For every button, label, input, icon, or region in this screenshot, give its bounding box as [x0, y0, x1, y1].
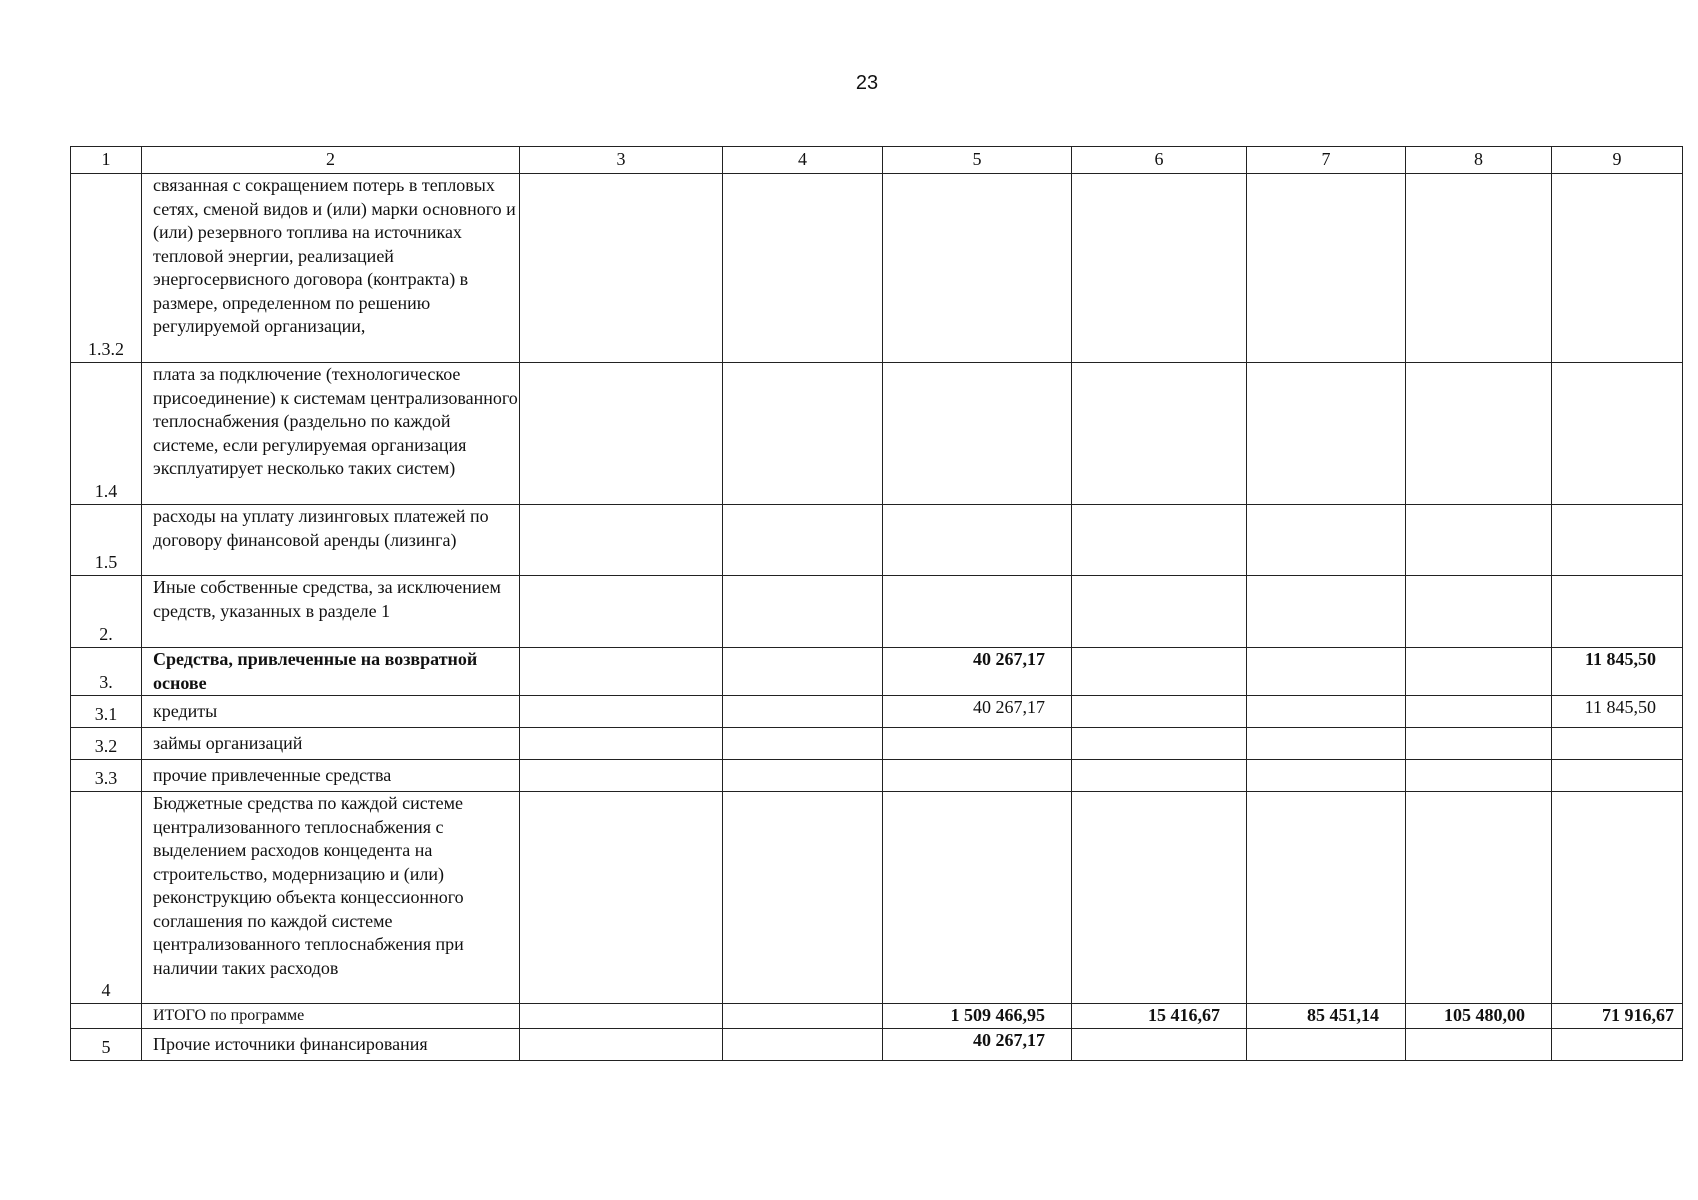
row-number [71, 1004, 142, 1029]
cell-col6 [1072, 648, 1247, 696]
table-row [71, 174, 1683, 363]
cell-col9: 71 916,67 [1552, 1004, 1683, 1029]
header-row [71, 147, 1683, 174]
row-description: займы организаций [142, 728, 520, 760]
cell-col5: 40 267,17 [883, 696, 1072, 728]
cell-col8 [1406, 576, 1552, 648]
cell-col5 [883, 505, 1072, 576]
cell-col6 [1072, 363, 1247, 505]
row-number: 1.3.2 [71, 174, 142, 363]
cell-col4 [723, 792, 883, 1004]
row-description: кредиты [142, 696, 520, 728]
cell-col7: 85 451,14 [1247, 1004, 1406, 1029]
row-number: 3.3 [71, 760, 142, 792]
header-cell: 7 [1247, 147, 1406, 174]
row-number: 3. [71, 648, 142, 696]
cell-col6 [1072, 792, 1247, 1004]
header-cell: 8 [1406, 147, 1552, 174]
row-number: 2. [71, 576, 142, 648]
cell-col8 [1406, 760, 1552, 792]
row-description: Средства, привлеченные на возвратной основе [142, 648, 520, 696]
row-description: расходы на уплату лизинговых платежей по договору финансовой аренды (лизинга) [142, 505, 520, 576]
cell-col9 [1552, 576, 1683, 648]
cell-col5 [883, 576, 1072, 648]
cell-col5 [883, 174, 1072, 363]
header-cell: 1 [71, 147, 142, 174]
cell-col9 [1552, 792, 1683, 1004]
row-number: 1.4 [71, 363, 142, 505]
cell-col8 [1406, 648, 1552, 696]
cell-col3 [520, 576, 723, 648]
table-row [71, 363, 1683, 505]
cell-col8 [1406, 363, 1552, 505]
cell-col4 [723, 728, 883, 760]
cell-col4 [723, 1029, 883, 1061]
cell-col8 [1406, 505, 1552, 576]
cell-col3 [520, 696, 723, 728]
row-description: связанная с сокращением потерь в тепловых сетях, сменой видов и (или) марки основного и (или) резервного топлива на источниках тепловой энергии, реализацией энергосервисного договора (контракта) в размере, определенном по решению регулируемой организации, [142, 174, 520, 363]
row-description: Прочие источники финансирования [142, 1029, 520, 1061]
cell-col6 [1072, 576, 1247, 648]
row-description: Бюджетные средства по каждой системе централизованного теплоснабжения с выделением расходов концедента на строительство, модернизацию и (или) реконструкцию объекта концессионного соглашения по каждой системе централизованного теплоснабжения при наличии таких расходов [142, 792, 520, 1004]
table-row [71, 576, 1683, 648]
row-number: 5 [71, 1029, 142, 1061]
cell-col5 [883, 728, 1072, 760]
cell-col9 [1552, 505, 1683, 576]
cell-col9 [1552, 363, 1683, 505]
table-row [71, 505, 1683, 576]
cell-col6 [1072, 505, 1247, 576]
cell-col5: 40 267,17 [883, 648, 1072, 696]
cell-col7 [1247, 505, 1406, 576]
row-number: 4 [71, 792, 142, 1004]
row-description: прочие привлеченные средства [142, 760, 520, 792]
table-row [71, 696, 1683, 728]
page-number: 23 [855, 72, 879, 94]
row-description: Иные собственные средства, за исключением средств, указанных в разделе 1 [142, 576, 520, 648]
cell-col6 [1072, 728, 1247, 760]
header-cell: 3 [520, 147, 723, 174]
cell-col9: 11 845,50 [1552, 648, 1683, 696]
row-number: 1.5 [71, 505, 142, 576]
cell-col7 [1247, 760, 1406, 792]
cell-col8 [1406, 696, 1552, 728]
header-cell: 6 [1072, 147, 1247, 174]
cell-col8: 105 480,00 [1406, 1004, 1552, 1029]
cell-col3 [520, 1004, 723, 1029]
table-row [71, 760, 1683, 792]
row-description: плата за подключение (технологическое присоединение) к системам централизованного теплоснабжения (раздельно по каждой системе, если регулируемая организация эксплуатирует несколько таких систем) [142, 363, 520, 505]
cell-col7 [1247, 1029, 1406, 1061]
cell-col3 [520, 728, 723, 760]
cell-col8 [1406, 728, 1552, 760]
cell-col4 [723, 505, 883, 576]
row-number: 3.1 [71, 696, 142, 728]
cell-col3 [520, 792, 723, 1004]
cell-col4 [723, 760, 883, 792]
cell-col4 [723, 1004, 883, 1029]
cell-col7 [1247, 363, 1406, 505]
table-row [71, 648, 1683, 696]
total-row [71, 1004, 1683, 1029]
cell-col8 [1406, 1029, 1552, 1061]
cell-col4 [723, 696, 883, 728]
cell-col9 [1552, 1029, 1683, 1061]
cell-col3 [520, 648, 723, 696]
cell-col5: 1 509 466,95 [883, 1004, 1072, 1029]
table-row [71, 1029, 1683, 1061]
cell-col3 [520, 1029, 723, 1061]
cell-col6 [1072, 760, 1247, 792]
cell-col7 [1247, 648, 1406, 696]
row-description: ИТОГО по программе [142, 1004, 520, 1029]
cell-col5 [883, 760, 1072, 792]
cell-col3 [520, 760, 723, 792]
financing-table [70, 146, 1683, 1061]
cell-col7 [1247, 174, 1406, 363]
row-number: 3.2 [71, 728, 142, 760]
header-cell: 2 [142, 147, 520, 174]
cell-col4 [723, 648, 883, 696]
cell-col7 [1247, 576, 1406, 648]
header-cell: 5 [883, 147, 1072, 174]
cell-col5: 40 267,17 [883, 1029, 1072, 1061]
cell-col9: 11 845,50 [1552, 696, 1683, 728]
cell-col3 [520, 505, 723, 576]
cell-col4 [723, 363, 883, 505]
cell-col4 [723, 576, 883, 648]
cell-col5 [883, 363, 1072, 505]
cell-col6 [1072, 1029, 1247, 1061]
table-row [71, 792, 1683, 1004]
cell-col5 [883, 792, 1072, 1004]
cell-col9 [1552, 728, 1683, 760]
cell-col9 [1552, 760, 1683, 792]
cell-col6: 15 416,67 [1072, 1004, 1247, 1029]
cell-col3 [520, 363, 723, 505]
cell-col7 [1247, 728, 1406, 760]
cell-col7 [1247, 696, 1406, 728]
header-cell: 4 [723, 147, 883, 174]
header-cell: 9 [1552, 147, 1683, 174]
cell-col7 [1247, 792, 1406, 1004]
cell-col6 [1072, 174, 1247, 363]
cell-col9 [1552, 174, 1683, 363]
cell-col4 [723, 174, 883, 363]
cell-col8 [1406, 792, 1552, 1004]
cell-col6 [1072, 696, 1247, 728]
table-row [71, 728, 1683, 760]
cell-col3 [520, 174, 723, 363]
cell-col8 [1406, 174, 1552, 363]
